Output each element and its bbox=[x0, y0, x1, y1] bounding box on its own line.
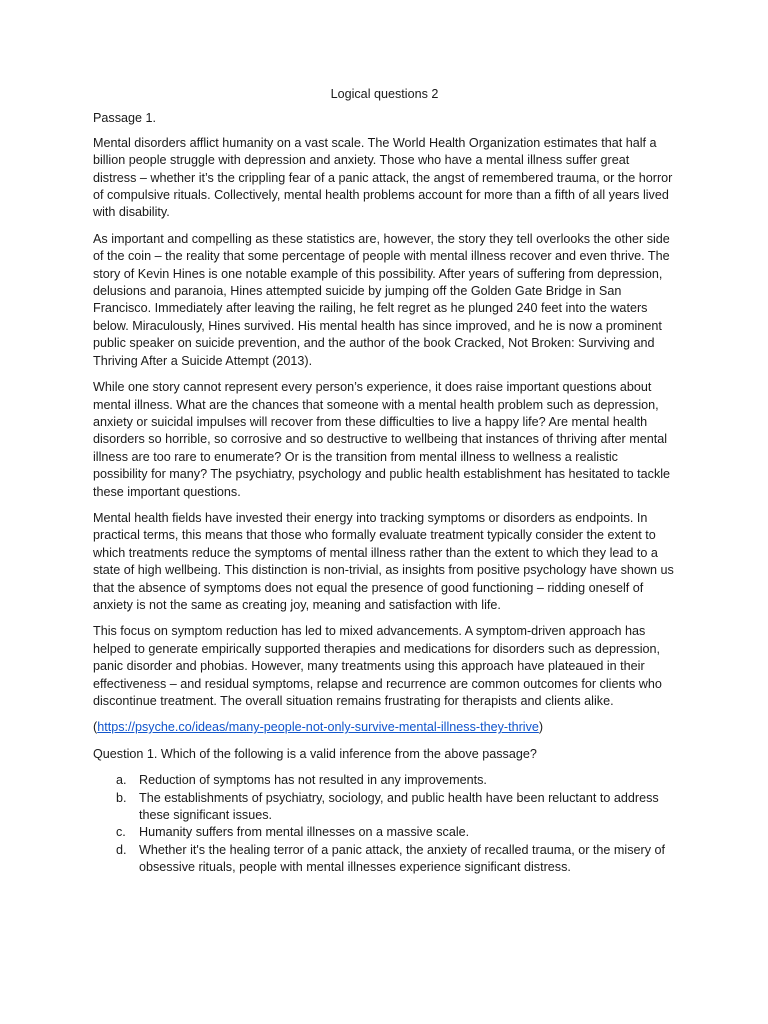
passage-paragraph-1: Mental disorders afflict humanity on a vast scale. The World Health Organization estimates that half a billion people struggle with depression and anxiety. Those who have a mental illness suffer great distress – whether it’s the crippling fear of a panic attack, the angst of remembered trauma, or the horror of compulsive rituals. Collectively, mental health problems account for more than a fifth of all years lived with disability. bbox=[93, 135, 673, 220]
answer-option-a bbox=[93, 772, 676, 789]
passage-paragraph-2: As important and compelling as these statistics are, however, the story they tell overlooks the other side of the coin – the reality that some percentage of people with mental illness recover and even thrive. The story of Kevin Hines is one notable example of this possibility. After years of suffering from depression, delusions and paranoia, Hines attempted suicide by jumping off the Golden Gate Bridge in San Francisco. Immediately after leaving the railing, he felt regret as he plunged 240 feet into the waters below. Miraculously, Hines survived. His mental health has since improved, and he is now a prominent public speaker on suicide prevention, and the author of the book Cracked, Not Broken: Surviving and Thriving After a Suicide Attempt (2013). bbox=[93, 231, 670, 368]
answer-option-d bbox=[93, 842, 676, 877]
option-text: The establishments of psychiatry, sociology, and public health have been reluctant to address these significant issues. bbox=[139, 790, 659, 823]
option-text: Whether it's the healing terror of a panic attack, the anxiety of recalled trauma, or the misery of obsessive rituals, people with mental illnesses experience significant distress. bbox=[139, 842, 665, 875]
source-open-paren: ( bbox=[93, 720, 98, 735]
question-text: Question 1. Which of the following is a valid inference from the above passage? bbox=[93, 746, 537, 761]
passage-paragraph-4: Mental health fields have invested their energy into tracking symptoms or disorders as endpoints. In practical terms, this means that those who formally evaluate treatment typically consider the extent to which treatments reduce the symptoms of mental illness rather than the extent to which they lead to a state of high wellbeing. This distinction is non-trivial, as insights from positive psychology have shown us that the absence of symptoms does not equal the presence of good functioning – ridding oneself of anxiety is not the same as creating joy, meaning and satisfaction with life. bbox=[93, 510, 674, 612]
answer-option-b bbox=[93, 790, 676, 825]
passage-label: Passage 1. bbox=[93, 111, 157, 126]
option-letter: a. bbox=[116, 773, 127, 788]
passage-paragraph-3: While one story cannot represent every person’s experience, it does raise important questions about mental illness. What are the chances that someone with a mental health problem such as depression, anxiety or suicidal impulses will recover from these difficulties to live a happy life? Are mental health disorders so horrible, so corrosive and so destructive to wellbeing that instances of thriving after mental illness are too rare to enumerate? Or is the transition from mental illness to wellness a realistic possibility for many? The psychiatry, psychology and public health establishment has hesitated to tackle these important questions. bbox=[93, 380, 671, 499]
document-title: Logical questions 2 bbox=[330, 87, 439, 101]
source-link[interactable]: https://psyche.co/ideas/many-people-not-only-survive-mental-illness-they-thrive bbox=[97, 720, 539, 735]
answer-options bbox=[93, 772, 676, 876]
option-letter: d. bbox=[116, 842, 127, 857]
option-letter: b. bbox=[116, 790, 127, 805]
option-text: Humanity suffers from mental illnesses on a massive scale. bbox=[139, 825, 470, 840]
answer-option-c bbox=[93, 824, 676, 841]
option-letter: c. bbox=[116, 825, 126, 840]
source-close-paren: ) bbox=[538, 720, 544, 735]
option-text: Reduction of symptoms has not resulted in any improvements. bbox=[139, 773, 487, 788]
source-citation bbox=[93, 719, 676, 736]
passage-paragraph-5: This focus on symptom reduction has led to mixed advancements. A symptom-driven approach has helped to generate empirically supported therapies and medications for disorders such as depression, panic disorder and phobias. However, many treatments using this approach have plateaued in their effectiveness – and residual symptoms, relapse and recurrence are common outcomes for clients who discontinue treatment. The overall situation remains frustrating for therapists and clients alike. bbox=[93, 624, 662, 708]
